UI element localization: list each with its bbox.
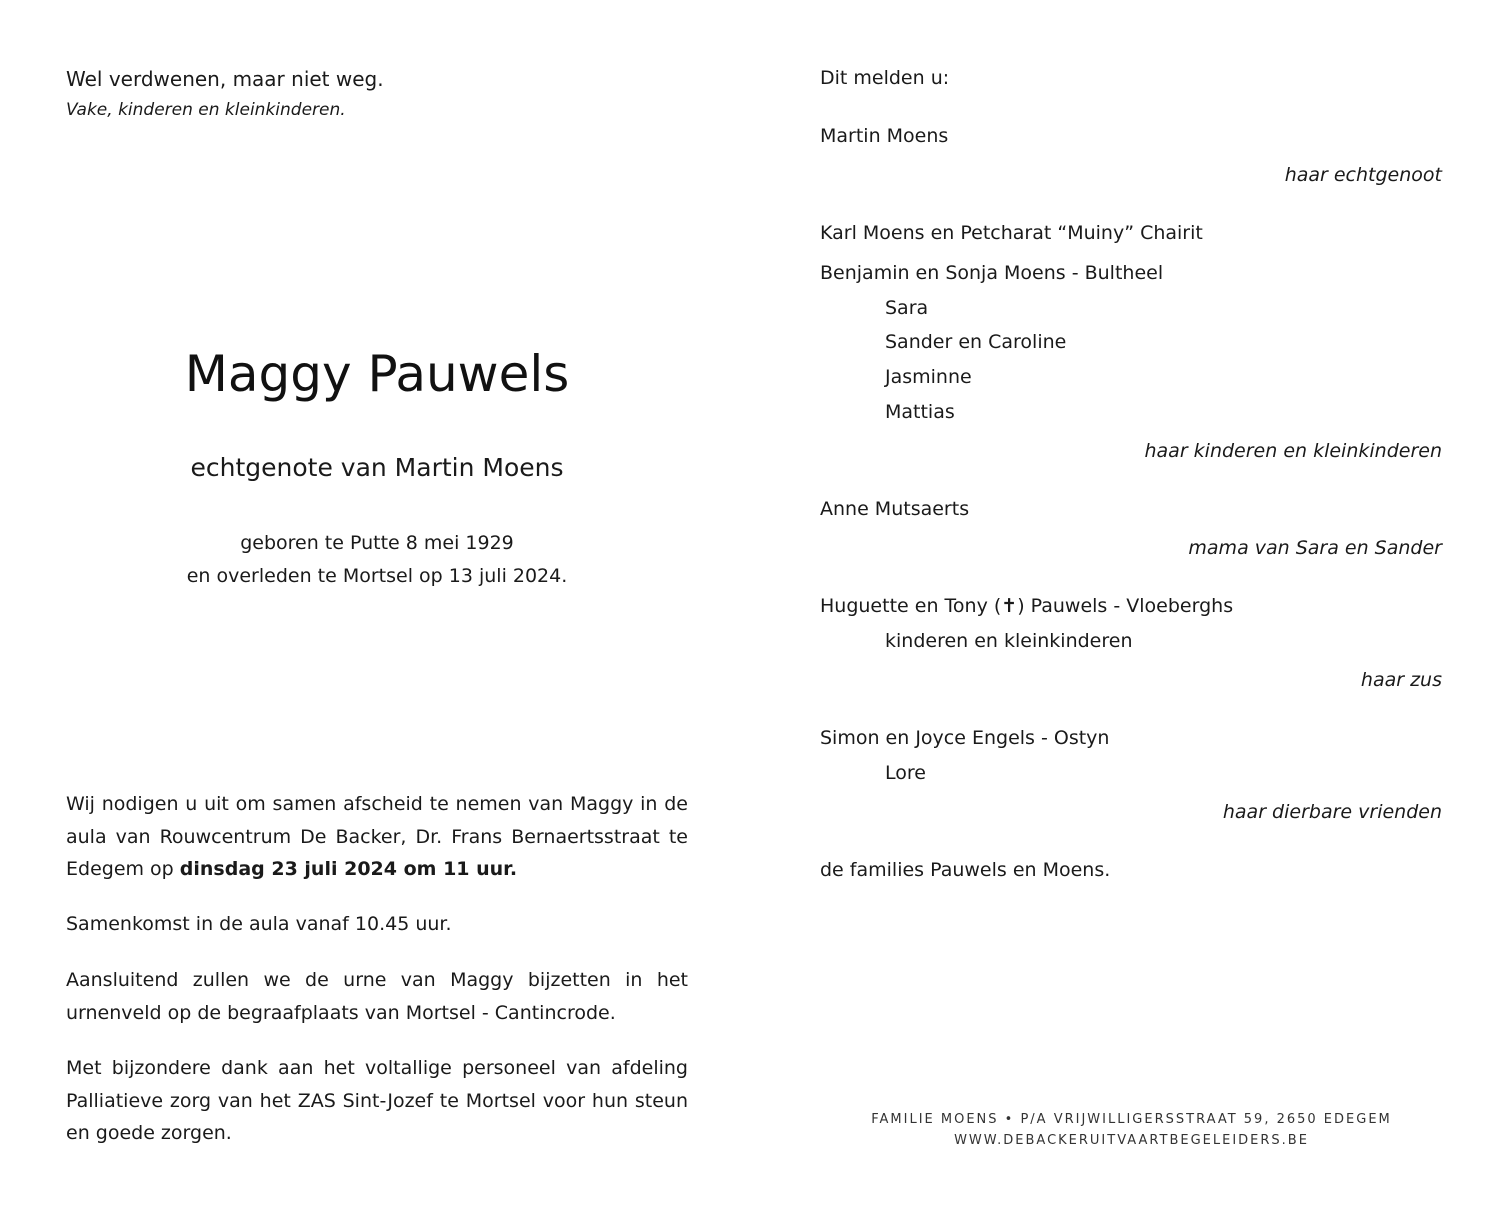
sister-post: ) Pauwels - Vloeberghs — [1017, 595, 1234, 617]
grandchild: Sara — [885, 297, 929, 319]
families-line: de families Pauwels en Moens. — [820, 859, 1111, 881]
mother-name: Anne Mutsaerts — [820, 498, 970, 520]
friends-name: Simon en Joyce Engels - Ostyn — [820, 727, 1110, 749]
child-benjamin: Benjamin en Sonja Moens - Bultheel — [820, 262, 1164, 284]
husband-name: Martin Moens — [820, 125, 949, 147]
sister-line — [820, 595, 1233, 617]
spouse-line: echtgenote van Martin Moens — [190, 453, 564, 482]
intro-line: Dit melden u: — [820, 67, 950, 89]
invitation-datetime: dinsdag 23 juli 2024 om 11 uur. — [179, 858, 518, 880]
invitation-paragraph — [66, 788, 688, 886]
sister-pre: Huguette en Tony ( — [820, 595, 1002, 617]
child-karl: Karl Moens en Petcharat “Muiny” Chairit — [820, 222, 1203, 244]
footer-address: FAMILIE MOENS • P/A VRIJWILLIGERSSTRAAT 59, 2650 EDEGEM — [871, 1112, 1392, 1127]
friends-role: haar dierbare vrienden — [1222, 801, 1442, 823]
husband-role: haar echtgenoot — [1284, 164, 1442, 186]
sister-kids: kinderen en kleinkinderen — [885, 630, 1133, 652]
thanks-paragraph: Met bijzondere dank aan het voltallige personeel van afdeling Palliatieve zorg van het ZAS Sint-Jozef te Mortsel voor hun steun en goede zorgen. — [66, 1057, 688, 1144]
grandchild: Mattias — [885, 401, 955, 423]
sister-role: haar zus — [1360, 669, 1442, 691]
born-line: geboren te Putte 8 mei 1929 — [240, 532, 514, 554]
deceased-name: Maggy Pauwels — [184, 345, 570, 403]
footer-website: WWW.DEBACKERUITVAARTBEGELEIDERS.BE — [954, 1133, 1309, 1148]
deceased-cross-icon: ✝ — [1001, 595, 1018, 617]
motto-signature: Vake, kinderen en kleinkinderen. — [66, 100, 346, 120]
urn-paragraph: Aansluitend zullen we de urne van Maggy bijzetten in het urnenveld op de begraafplaats van Mortsel - Cantincrode. — [66, 969, 688, 1024]
motto: Wel verdwenen, maar niet weg. — [66, 67, 384, 91]
children-role: haar kinderen en kleinkinderen — [1144, 440, 1442, 462]
grandchild: Jasminne — [885, 366, 972, 388]
grandchild: Sander en Caroline — [885, 331, 1067, 353]
mother-role: mama van Sara en Sander — [1188, 537, 1442, 559]
invitation-text: Wij nodigen u uit om samen afscheid te nemen van Maggy in de aula van Rouwcentrum De Backer, Dr. Frans Bernaertsstraat te Edegem op — [66, 793, 688, 880]
friends-child: Lore — [885, 762, 926, 784]
gathering-paragraph: Samenkomst in de aula vanaf 10.45 uur. — [66, 913, 452, 935]
died-line: en overleden te Mortsel op 13 juli 2024. — [186, 565, 568, 587]
life-dates — [0, 527, 754, 593]
